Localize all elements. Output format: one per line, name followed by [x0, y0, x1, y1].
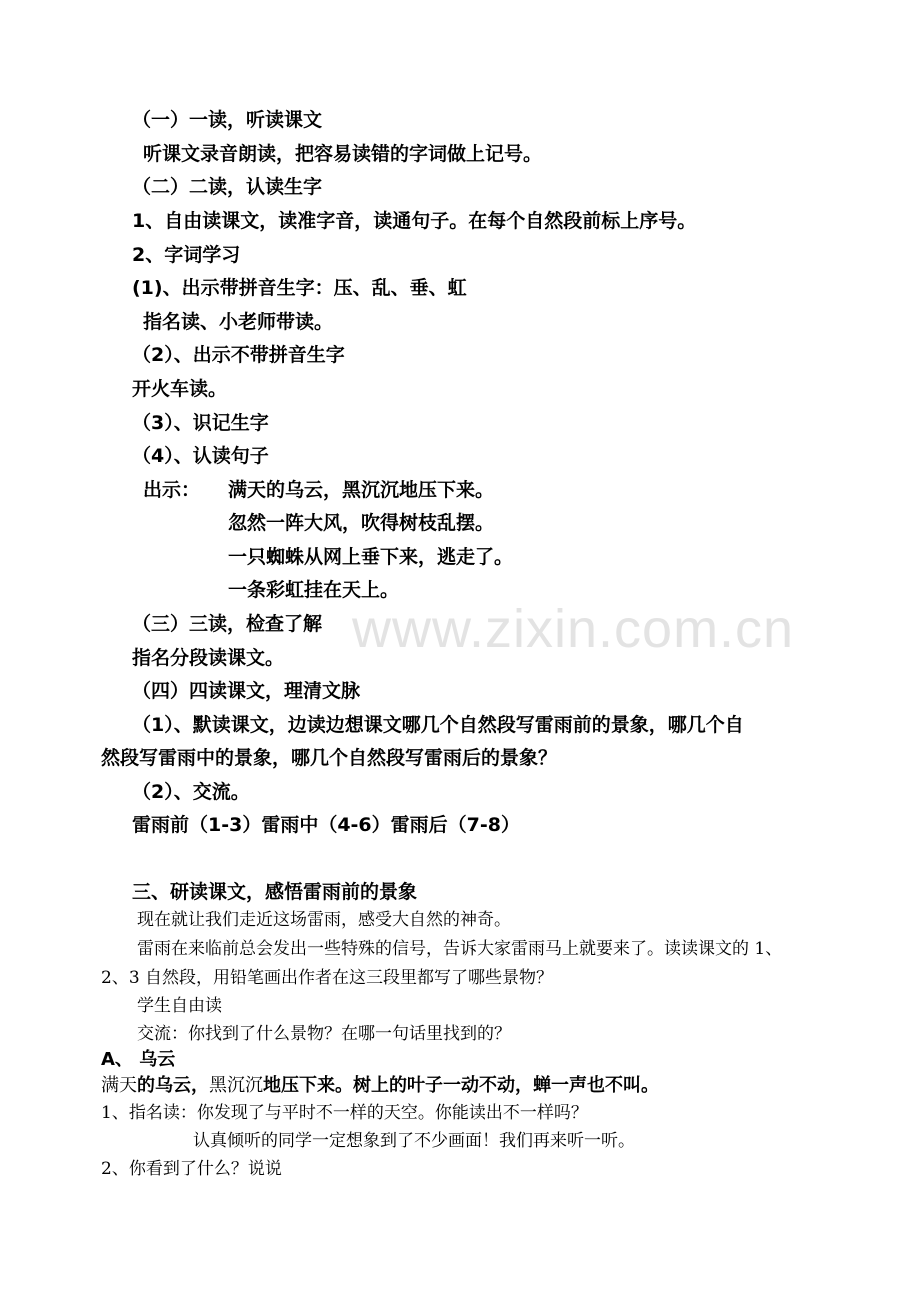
paragraph: 现在就让我们走近这场雷雨，感受大自然的神奇。	[137, 910, 511, 930]
example-sentence: 一条彩虹挂在天上。	[228, 579, 400, 601]
paragraph: 2、3 自然段，用铅笔画出作者在这三段里都写了哪些景物？	[101, 968, 554, 988]
paragraph: （3）、识记生字	[132, 412, 269, 434]
paragraph: （2）、出示不带拼音生字	[132, 344, 345, 366]
text-segment: 地压	[263, 1075, 299, 1096]
section-heading-3: （三）三读，检查了解	[132, 613, 323, 635]
example-label: 出示：	[143, 479, 201, 501]
paragraph: （1）、默读课文，边读边想课文哪几个自然段写雷雨前的景象，哪几个自	[132, 714, 744, 736]
subheading-a: A、 乌云	[101, 1049, 176, 1070]
watermark: www.zixin.com.cn	[352, 599, 795, 659]
paragraph: 指名分段读课文。	[132, 647, 285, 669]
paragraph: 2、你看到了什么？说说	[101, 1159, 282, 1179]
paragraph: 2、字词学习	[132, 244, 241, 266]
section-heading-1: （一）一读，听读课文	[132, 109, 323, 131]
text-segment: 满天	[101, 1075, 137, 1096]
paragraph: 1、指名读：你发现了与平时不一样的天空。你能读出不一样吗？	[101, 1103, 588, 1123]
example-sentence: 一只蜘蛛从网上垂下来，逃走了。	[228, 546, 514, 568]
paragraph: （2）、交流。	[132, 781, 250, 803]
paragraph: 1、自由读课文，读准字音，读通句子。在每个自然段前标上序号。	[132, 210, 697, 232]
paragraph: （4）、认读句子	[132, 445, 269, 467]
text-segment: 的乌云，	[137, 1075, 209, 1096]
paragraph: 交流：你找到了什么景物？在哪一句话里找到的？	[137, 1024, 511, 1044]
paragraph: (1)、出示带拼音生字：压、乱、垂、虹	[132, 277, 467, 299]
section-heading-2: （二）二读，认读生字	[132, 176, 323, 198]
quoted-sentence	[101, 1074, 659, 1098]
paragraph: 开火车读。	[132, 378, 228, 400]
paragraph: 指名读、小老师带读。	[143, 311, 334, 333]
text-segment: 下来。树上的叶子一动不动，蝉一声也不叫。	[299, 1075, 659, 1096]
paragraph: 雷雨在来临前总会发出一些特殊的信号，告诉大家雷雨马上就要来了。读读课文的 1、	[137, 939, 783, 959]
section-heading-main: 三、研读课文，感悟雷雨前的景象	[132, 881, 418, 903]
section-heading-4: （四）四读课文，理清文脉	[132, 680, 361, 702]
paragraph: 雷雨前（1-3）雷雨中（4-6）雷雨后（7-8）	[132, 814, 520, 836]
example-sentence: 满天的乌云，黑沉沉地压下来。	[228, 479, 495, 501]
paragraph: 然段写雷雨中的景象，哪几个自然段写雷雨后的景象？	[101, 747, 558, 769]
text-segment: 黑沉沉	[209, 1075, 263, 1096]
paragraph: 学生自由读	[137, 996, 222, 1016]
paragraph: 听课文录音朗读，把容易读错的字词做上记号。	[143, 143, 543, 165]
paragraph: 认真倾听的同学一定想象到了不少画面！我们再来听一听。	[193, 1131, 635, 1151]
example-sentence: 忽然一阵大风，吹得树枝乱摆。	[228, 512, 495, 534]
